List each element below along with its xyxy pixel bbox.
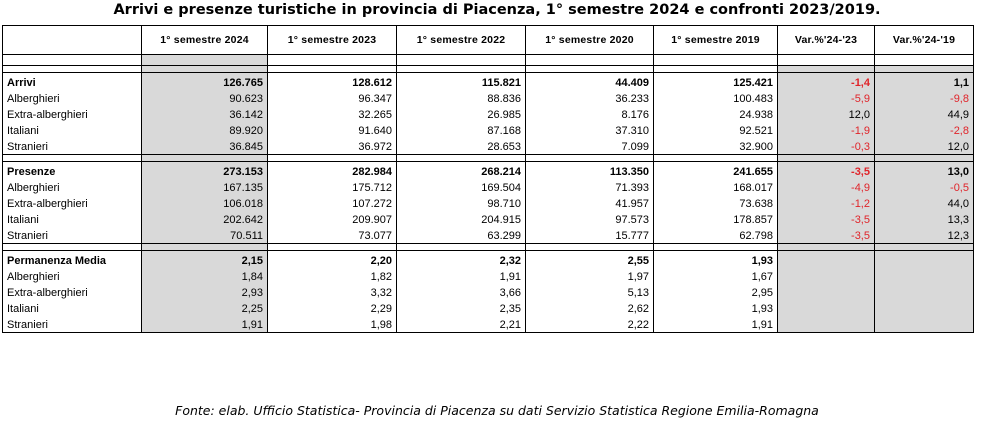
value-cell: 282.984	[268, 162, 397, 180]
row-label: Arrivi	[3, 73, 142, 91]
table-row	[3, 211, 974, 227]
gap-cell	[875, 155, 974, 162]
variation-cell-var23	[778, 300, 875, 316]
value-cell: 1,93	[654, 251, 778, 269]
table-row	[3, 195, 974, 211]
value-cell: 7.099	[526, 138, 654, 155]
row-label: Italiani	[3, 211, 142, 227]
variation-cell-var23: 12,0	[778, 106, 875, 122]
table-row	[3, 284, 974, 300]
value-cell: 8.176	[526, 106, 654, 122]
variation-cell-var19: 12,0	[875, 138, 974, 155]
value-cell: 88.836	[397, 90, 526, 106]
value-cell: 41.957	[526, 195, 654, 211]
gap-cell	[3, 66, 142, 73]
variation-cell-var19: 44,0	[875, 195, 974, 211]
variation-cell-var19: -2,8	[875, 122, 974, 138]
value-cell: 2,62	[526, 300, 654, 316]
value-cell: 2,35	[397, 300, 526, 316]
value-cell: 1,91	[397, 268, 526, 284]
gap-cell	[654, 155, 778, 162]
row-label: Extra-alberghieri	[3, 195, 142, 211]
spacer-cell	[526, 55, 654, 66]
value-cell: 128.612	[268, 73, 397, 91]
value-cell: 169.504	[397, 179, 526, 195]
gap-cell	[3, 244, 142, 251]
row-label: Permanenza Media	[3, 251, 142, 269]
value-cell: 32.900	[654, 138, 778, 155]
gap-cell	[654, 66, 778, 73]
value-cell: 202.642	[142, 211, 268, 227]
table-row	[3, 268, 974, 284]
gap-row	[3, 244, 974, 251]
value-cell: 2,32	[397, 251, 526, 269]
gap-cell	[397, 155, 526, 162]
gap-cell	[778, 66, 875, 73]
value-cell: 98.710	[397, 195, 526, 211]
value-cell: 89.920	[142, 122, 268, 138]
value-cell: 115.821	[397, 73, 526, 91]
gap-row	[3, 66, 974, 73]
value-cell: 63.299	[397, 227, 526, 244]
variation-cell-var19	[875, 300, 974, 316]
variation-cell-var19: -0,5	[875, 179, 974, 195]
header-cell-2020: 1° semestre 2020	[526, 26, 654, 55]
value-cell: 28.653	[397, 138, 526, 155]
table-row	[3, 106, 974, 122]
value-cell: 268.214	[397, 162, 526, 180]
value-cell: 2,15	[142, 251, 268, 269]
gap-cell	[268, 244, 397, 251]
gap-cell	[397, 66, 526, 73]
value-cell: 97.573	[526, 211, 654, 227]
variation-cell-var23: -4,9	[778, 179, 875, 195]
table-row	[3, 138, 974, 155]
spacer-cell	[142, 55, 268, 66]
variation-cell-var19: 13,3	[875, 211, 974, 227]
table-row	[3, 179, 974, 195]
value-cell: 2,22	[526, 316, 654, 333]
gap-cell	[875, 244, 974, 251]
value-cell: 2,25	[142, 300, 268, 316]
row-label: Italiani	[3, 300, 142, 316]
value-cell: 1,91	[654, 316, 778, 333]
value-cell: 73.638	[654, 195, 778, 211]
table-row	[3, 90, 974, 106]
value-cell: 1,97	[526, 268, 654, 284]
value-cell: 2,93	[142, 284, 268, 300]
value-cell: 15.777	[526, 227, 654, 244]
variation-cell-var23: -1,9	[778, 122, 875, 138]
variation-cell-var19: -9,8	[875, 90, 974, 106]
variation-cell-var23	[778, 316, 875, 333]
value-cell: 91.640	[268, 122, 397, 138]
value-cell: 3,66	[397, 284, 526, 300]
value-cell: 1,91	[142, 316, 268, 333]
value-cell: 1,82	[268, 268, 397, 284]
variation-cell-var19	[875, 284, 974, 300]
row-label: Stranieri	[3, 227, 142, 244]
variation-cell-var23: -0,3	[778, 138, 875, 155]
value-cell: 106.018	[142, 195, 268, 211]
variation-cell-var19: 12,3	[875, 227, 974, 244]
row-label: Alberghieri	[3, 179, 142, 195]
header-cell-2024: 1° semestre 2024	[142, 26, 268, 55]
value-cell: 178.857	[654, 211, 778, 227]
value-cell: 100.483	[654, 90, 778, 106]
variation-cell-var23	[778, 251, 875, 269]
header-cell-label	[3, 26, 142, 55]
row-label: Presenze	[3, 162, 142, 180]
value-cell: 2,55	[526, 251, 654, 269]
row-label: Extra-alberghieri	[3, 106, 142, 122]
gap-cell	[142, 66, 268, 73]
row-label: Extra-alberghieri	[3, 284, 142, 300]
row-label: Alberghieri	[3, 268, 142, 284]
value-cell: 36.972	[268, 138, 397, 155]
value-cell: 241.655	[654, 162, 778, 180]
value-cell: 175.712	[268, 179, 397, 195]
section-total-row	[3, 251, 974, 269]
variation-cell-var23: -5,9	[778, 90, 875, 106]
value-cell: 44.409	[526, 73, 654, 91]
value-cell: 92.521	[654, 122, 778, 138]
spacer-cell	[3, 55, 142, 66]
value-cell: 96.347	[268, 90, 397, 106]
value-cell: 36.233	[526, 90, 654, 106]
value-cell: 1,67	[654, 268, 778, 284]
value-cell: 1,84	[142, 268, 268, 284]
section-total-row	[3, 73, 974, 91]
value-cell: 126.765	[142, 73, 268, 91]
gap-cell	[268, 66, 397, 73]
gap-cell	[526, 66, 654, 73]
value-cell: 62.798	[654, 227, 778, 244]
spacer-cell	[778, 55, 875, 66]
value-cell: 168.017	[654, 179, 778, 195]
gap-cell	[397, 244, 526, 251]
value-cell: 24.938	[654, 106, 778, 122]
spacer-cell	[875, 55, 974, 66]
gap-cell	[3, 155, 142, 162]
value-cell: 107.272	[268, 195, 397, 211]
value-cell: 209.907	[268, 211, 397, 227]
value-cell: 2,20	[268, 251, 397, 269]
variation-cell-var23	[778, 284, 875, 300]
variation-cell-var19	[875, 316, 974, 333]
gap-cell	[142, 155, 268, 162]
variation-cell-var19	[875, 268, 974, 284]
value-cell: 26.985	[397, 106, 526, 122]
section-total-row	[3, 162, 974, 180]
value-cell: 3,32	[268, 284, 397, 300]
row-label: Stranieri	[3, 316, 142, 333]
gap-cell	[778, 244, 875, 251]
value-cell: 204.915	[397, 211, 526, 227]
value-cell: 90.623	[142, 90, 268, 106]
value-cell: 5,13	[526, 284, 654, 300]
gap-cell	[654, 244, 778, 251]
table-title: Arrivi e presenze turistiche in provincia di Piacenza, 1° semestre 2024 e confronti 2023/2019.	[113, 2, 881, 18]
header-cell-var-19: Var.%'24-'19	[875, 26, 974, 55]
gap-cell	[268, 155, 397, 162]
header-row	[3, 26, 974, 55]
header-cell-2023: 1° semestre 2023	[268, 26, 397, 55]
gap-cell	[142, 244, 268, 251]
gap-cell	[526, 244, 654, 251]
value-cell: 1,93	[654, 300, 778, 316]
header-cell-2019: 1° semestre 2019	[654, 26, 778, 55]
value-cell: 37.310	[526, 122, 654, 138]
gap-cell	[875, 66, 974, 73]
variation-cell-var23: -3,5	[778, 162, 875, 180]
variation-cell-var23: -3,5	[778, 211, 875, 227]
statistics-table	[2, 25, 974, 333]
value-cell: 71.393	[526, 179, 654, 195]
spacer-cell	[397, 55, 526, 66]
value-cell: 73.077	[268, 227, 397, 244]
variation-cell-var19: 44,9	[875, 106, 974, 122]
variation-cell-var23: -1,4	[778, 73, 875, 91]
row-label: Alberghieri	[3, 90, 142, 106]
header-cell-var-23: Var.%'24-'23	[778, 26, 875, 55]
value-cell: 70.511	[142, 227, 268, 244]
gap-cell	[526, 155, 654, 162]
value-cell: 2,95	[654, 284, 778, 300]
value-cell: 273.153	[142, 162, 268, 180]
variation-cell-var19: 1,1	[875, 73, 974, 91]
table-row	[3, 227, 974, 244]
variation-cell-var23	[778, 268, 875, 284]
spacer-cell	[268, 55, 397, 66]
value-cell: 2,29	[268, 300, 397, 316]
value-cell: 36.142	[142, 106, 268, 122]
variation-cell-var19	[875, 251, 974, 269]
value-cell: 167.135	[142, 179, 268, 195]
table-row	[3, 316, 974, 333]
gap-cell	[778, 155, 875, 162]
value-cell: 32.265	[268, 106, 397, 122]
value-cell: 87.168	[397, 122, 526, 138]
value-cell: 1,98	[268, 316, 397, 333]
gap-row	[3, 155, 974, 162]
row-label: Stranieri	[3, 138, 142, 155]
value-cell: 36.845	[142, 138, 268, 155]
row-label: Italiani	[3, 122, 142, 138]
value-cell: 125.421	[654, 73, 778, 91]
table-row	[3, 122, 974, 138]
value-cell: 2,21	[397, 316, 526, 333]
variation-cell-var23: -3,5	[778, 227, 875, 244]
spacer-row	[3, 55, 974, 66]
spacer-cell	[654, 55, 778, 66]
variation-cell-var23: -1,2	[778, 195, 875, 211]
source-note: Fonte: elab. Ufficio Statistica- Provincia di Piacenza su dati Servizio Statistica Regione Emilia-Romagna	[175, 403, 819, 418]
header-cell-2022: 1° semestre 2022	[397, 26, 526, 55]
value-cell: 113.350	[526, 162, 654, 180]
table-row	[3, 300, 974, 316]
variation-cell-var19: 13,0	[875, 162, 974, 180]
